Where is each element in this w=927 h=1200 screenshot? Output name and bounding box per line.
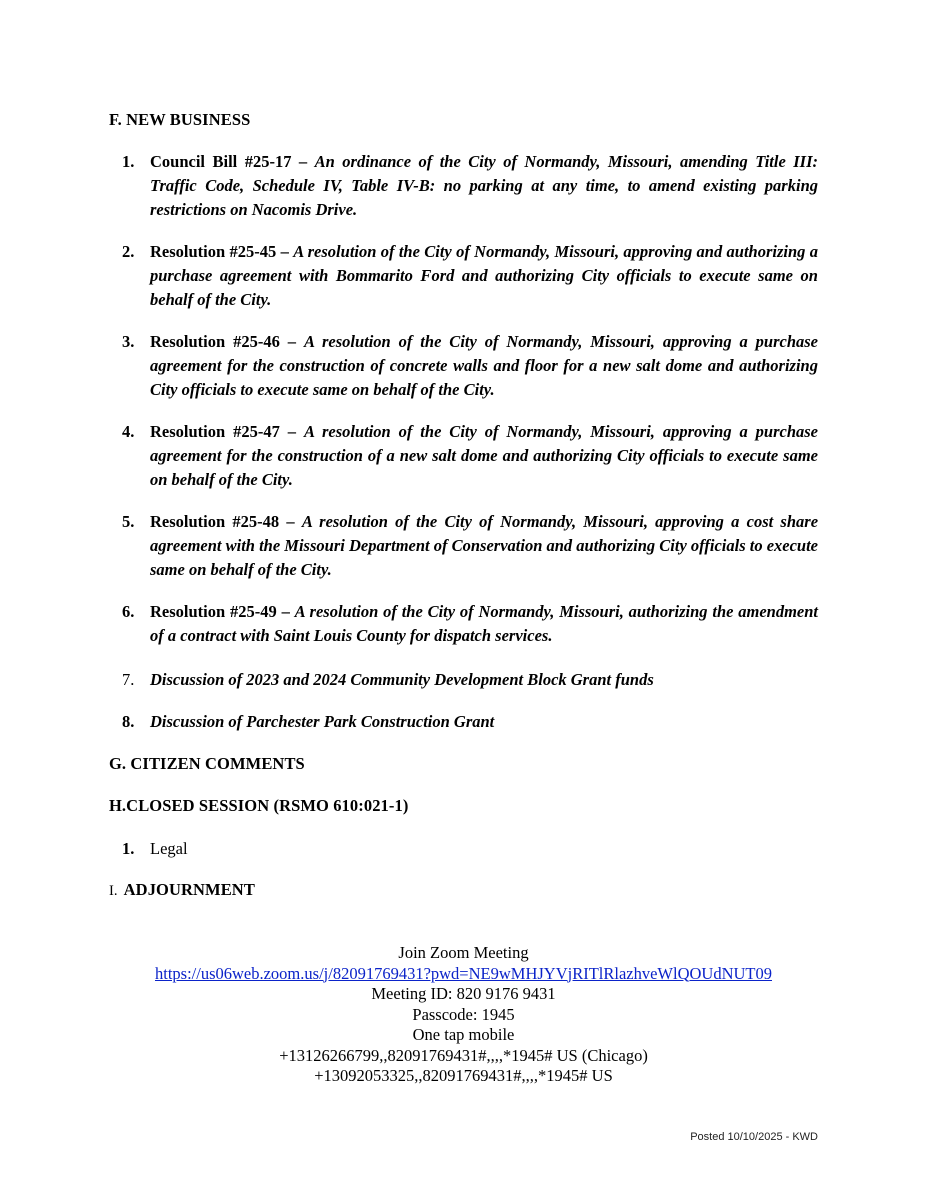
agenda-item <box>122 510 818 582</box>
item-description: An ordinance of the City of Normandy, Missouri, amending Title III: Traffic Code, Schedule IV, Table IV-B: no parking at any time, to amend existing parking restrictions on Nacomis Drive. <box>150 152 819 219</box>
section-letter: F. <box>109 110 122 129</box>
item-number: 1. <box>122 152 135 171</box>
item-number: 3. <box>122 332 135 351</box>
zoom-title: Join Zoom Meeting <box>398 943 529 962</box>
item-label: Council Bill #25-17 <box>150 152 292 171</box>
one-tap-label: One tap mobile <box>412 1025 515 1044</box>
item-separator: – <box>276 602 295 621</box>
item-description: A resolution of the City of Normandy, Missouri, approving and authorizing a purchase agreement with Bommarito Ford and authorizing City officials to execute same on behalf of the City. <box>150 242 819 309</box>
item-number: 2. <box>122 242 135 261</box>
item-label: Resolution #25-46 <box>150 332 280 351</box>
section-title: CITIZEN COMMENTS <box>130 754 305 773</box>
agenda-item <box>122 150 818 222</box>
item-separator: – <box>291 152 315 171</box>
section-heading-citizen-comments <box>109 754 305 774</box>
item-number: 1. <box>122 839 135 858</box>
section-letter: G. <box>109 754 127 773</box>
item-number: 4. <box>122 422 135 441</box>
item-label: Resolution #25-49 <box>150 602 277 621</box>
zoom-meeting-info <box>0 943 927 1087</box>
agenda-item <box>122 330 818 402</box>
item-description: A resolution of the City of Normandy, Missouri, approving a cost share agreement with the Missouri Department of Conservation and authorizing City officials to execute same on behalf of the City. <box>150 512 819 579</box>
section-title: NEW BUSINESS <box>126 110 251 129</box>
section-title: ADJOURNMENT <box>123 880 255 899</box>
agenda-item <box>122 668 818 692</box>
agenda-item <box>122 600 818 648</box>
item-label: Resolution #25-45 <box>150 242 277 261</box>
item-description: A resolution of the City of Normandy, Missouri, approving a purchase agreement for the construction of a new salt dome and authorizing City officials to execute same on behalf of the City. <box>150 422 819 489</box>
item-number: 6. <box>122 602 135 621</box>
item-description: Discussion of 2023 and 2024 Community Development Block Grant funds <box>150 670 654 689</box>
item-description: A resolution of the City of Normandy, Missouri, approving a purchase agreement for the construction of concrete walls and floor for a new salt dome and authorizing City officials to execute same on behalf of the City. <box>150 332 819 399</box>
item-separator: – <box>276 242 294 261</box>
item-label: Resolution #25-48 <box>150 512 280 531</box>
agenda-item <box>122 710 818 734</box>
item-description: Discussion of Parchester Park Construction Grant <box>150 712 495 731</box>
agenda-item <box>122 837 818 861</box>
meeting-id: Meeting ID: 820 9176 9431 <box>371 984 556 1003</box>
agenda-item <box>122 240 818 312</box>
section-title: CLOSED SESSION (RSMO 610:021-1) <box>126 796 409 815</box>
section-heading-adjournment <box>109 880 255 900</box>
item-separator: – <box>279 422 304 441</box>
item-number: 8. <box>122 712 135 731</box>
item-separator: – <box>279 332 304 351</box>
item-description: A resolution of the City of Normandy, Missouri, authorizing the amendment of a contract with Saint Louis County for dispatch services. <box>150 602 819 645</box>
posted-footer: Posted 10/10/2025 - KWD <box>690 1131 818 1143</box>
section-letter: H. <box>109 796 127 815</box>
section-heading-new-business <box>109 110 250 130</box>
item-label: Resolution #25-47 <box>150 422 280 441</box>
item-number: 7. <box>122 670 135 689</box>
item-number: 5. <box>122 512 135 531</box>
item-description: Legal <box>150 839 188 858</box>
item-separator: – <box>279 512 302 531</box>
phone-number-us: +13092053325,,82091769431#,,,,*1945# US <box>314 1066 613 1085</box>
section-letter: I. <box>109 883 118 899</box>
agenda-item <box>122 420 818 492</box>
phone-number-chicago: +13126266799,,82091769431#,,,,*1945# US (Chicago) <box>279 1045 648 1065</box>
passcode: Passcode: 1945 <box>412 1004 515 1024</box>
section-heading-closed-session <box>109 796 408 816</box>
zoom-meeting-link[interactable]: https://us06web.zoom.us/j/82091769431?pwd=NE9wMHJYVjRITlRlazhveWlQOUdNUT09 <box>154 963 772 983</box>
